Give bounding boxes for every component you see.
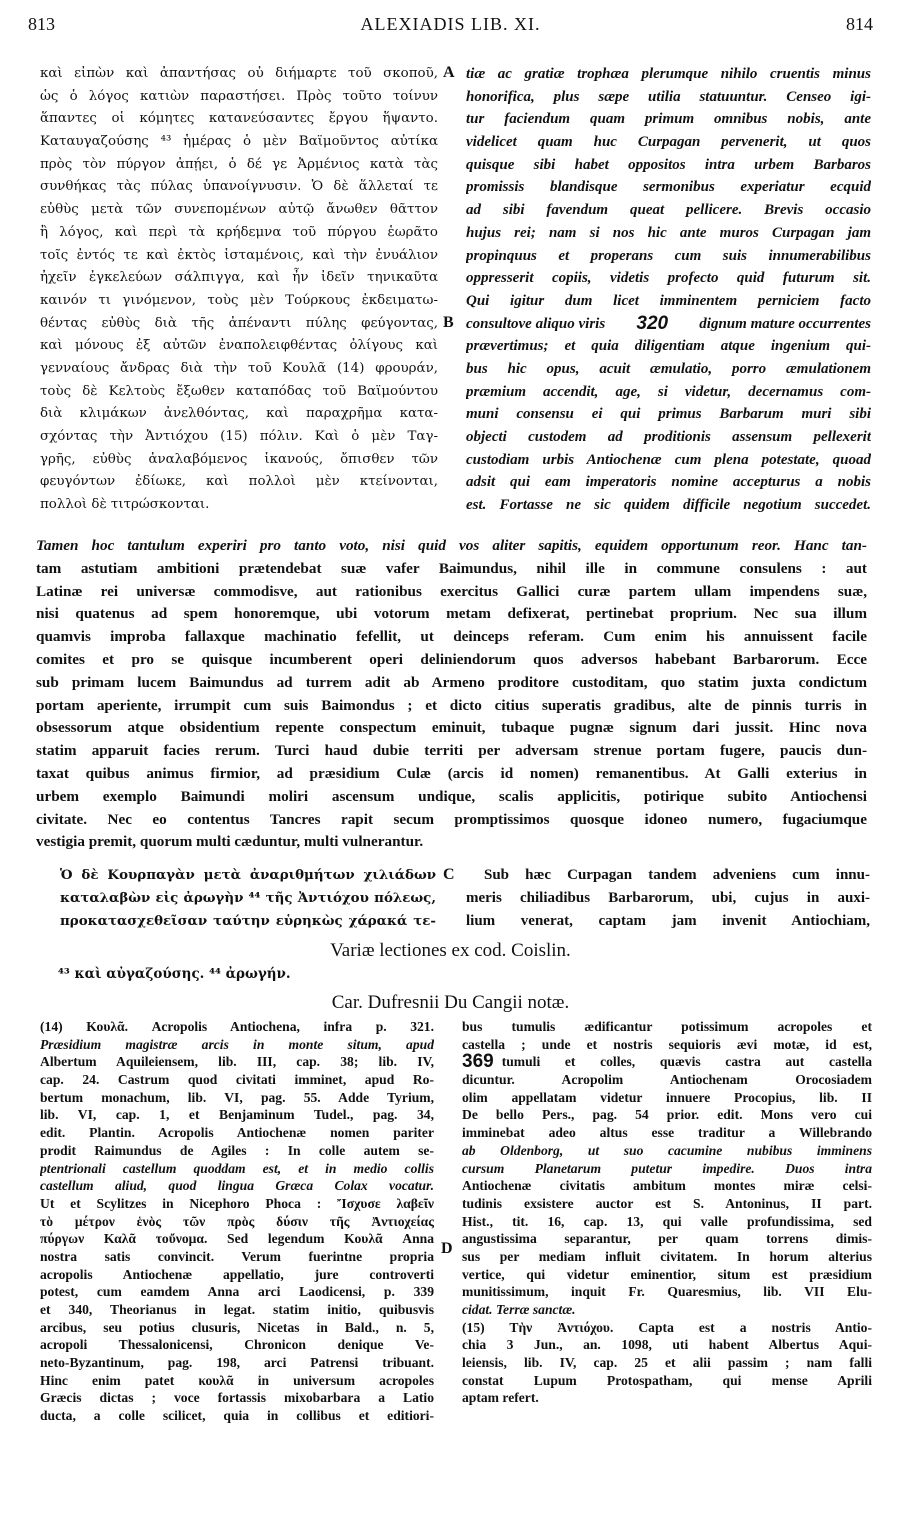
page-header xyxy=(28,14,873,38)
latin-line: promissis blandisque sermonibus experiatur ecquid xyxy=(466,179,871,196)
latin-line: honorifica, plus sæpe utilia statuuntur. Censeo igi- xyxy=(466,88,871,105)
latin-line: statim apparuit facies rerum. Turci haud dubie territi per adversam strenue portam fugere, paucis dun- xyxy=(36,742,867,760)
variant-readings-line: ⁴³ καὶ αὐγαζούσης. ⁴⁴ ἀρωγήν. xyxy=(58,966,291,982)
running-title: ALEXIADIS LIB. XI. xyxy=(360,14,541,34)
note-line: (15) Τὴν Ἀντιόχου. Capta est a nostris Antio- xyxy=(462,1319,872,1335)
note-line: ducta, a colle scilicet, quia in collibus et editiori- xyxy=(40,1408,434,1424)
page-number-right: 814 xyxy=(846,14,873,34)
greek-line: ἅπαντες οἱ κόμητες κατανεύσαντες ἔργου ἥψαντο. xyxy=(40,111,438,127)
note-line: chia 3 Jun., an. 1098, uti habent Albertus Aqui- xyxy=(462,1337,872,1353)
greek-line: γρῆς, εὐθὺς ἀναλαβόμενος ἱκανούς, ὄπισθεν τῶν xyxy=(40,451,438,467)
latin-line: quisque sibi habet oppositos intra urbem Barbaros xyxy=(466,156,871,173)
note-line: castellum aliud, quod lingua Græca Colax vocatur. xyxy=(40,1178,434,1194)
margin-marker-b: B xyxy=(443,314,454,331)
greek-line: τοὺς δὲ Κελτοὺς ἔξωθεν καταπόδας τοῦ Βαϊμούντου xyxy=(40,383,438,399)
notes-heading: Car. Dufresnii Du Cangii notæ. xyxy=(331,992,570,1013)
latin-line: oppresserit copiis, videtis profecto quid futurum sit. xyxy=(466,270,871,287)
note-line: aptam refert. xyxy=(462,1390,539,1406)
greek-line: πολλοὶ δὲ τιτρώσκονται. xyxy=(40,497,210,513)
note-line: ab Oldenborg, ut suo cacumine nubibus imminens xyxy=(462,1142,872,1158)
margin-marker-a: A xyxy=(443,64,455,81)
latin-line: Tamen hoc tantulum experiri pro tanto voto, nisi quid vos aliter sapitis, equidem opportunum reor. Hanc tan- xyxy=(36,537,867,554)
latin-line: comites et pro se quisque incumberent operi deliniendorum quos adversos habebant Barbarorum. Ecce xyxy=(36,650,867,668)
note-line: cidat. Terræ sanctæ. xyxy=(462,1302,576,1317)
latin-line: lium venerat, captam jam invenit Antiochiam, xyxy=(466,913,870,929)
latin-line: præmium accendit, age, si videtur, decernamus com- xyxy=(466,383,871,400)
latin-line: civitate. Nec eo contentus Tancres rapit secum promptissimos quosque idoneo numero, fugaciumque xyxy=(36,810,867,828)
page-number-left: 813 xyxy=(28,14,55,34)
note-line: cursum Planetarum putetur impedire. Duos intra xyxy=(462,1160,872,1176)
note-line: (14) Κουλᾶ. Acropolis Antiochena, infra p. 321. xyxy=(40,1019,434,1034)
note-line: neto-Byzantinum, pag. 198, arci Patrensi tribuant. xyxy=(40,1355,434,1371)
note-line: τὸ μέτρον ἑνὸς τῶν πρὸς δύσιν τῆς Ἀντιοχείας xyxy=(40,1213,434,1229)
margin-marker-c: C xyxy=(443,866,455,883)
latin-line: Sub hæc Curpagan tandem adveniens cum innu- xyxy=(484,867,870,883)
latin-line: meris chiliadibus Barbarorum, ubi, cujus in auxi- xyxy=(466,890,870,906)
note-line: De bello Pers., pag. 54 prior. edit. Mons vero cui xyxy=(462,1107,872,1123)
greek-line: τοῖς ἐντός τε καὶ ἐκτὸς ἱσταμένοις, καὶ τὴν ἐνυάλιον xyxy=(40,247,438,263)
greek-line: θέντας εὐθὺς διὰ τῆς ἀπέναντι πύλης φεύγοντας, xyxy=(40,315,438,331)
note-line: Hinc enim patet κουλᾶ in universum acropoles xyxy=(40,1372,434,1388)
note-line: bertum monachum, lib. VI, pag. 55. Adde Tyrium, xyxy=(40,1089,434,1105)
note-line: tudinis exsistere auctor est S. Antoninus, II part. xyxy=(462,1195,872,1211)
latin-line: bus hic opus, acuit æmulatio, porro æmulationem xyxy=(466,360,871,377)
note-line: et 340, Theorianus in legat. statim initio, quibusvis xyxy=(40,1302,434,1317)
latin-line: urbem exemplo Baimundi moliri ascensum undique, scalis applicitis, potirique subito Antiochensi xyxy=(36,787,867,805)
greek-line: καινόν τι γινόμενον, τοὺς μὲν Τούρκους ἐκδειματω- xyxy=(40,292,438,308)
latin-line: quamvis improba fallaxque machinatio fefellit, ut deinceps referam. Cum enim his annuissent facile xyxy=(36,628,867,646)
greek-line: συνθήκας τὰς πύλας ὑπανοίγνυσιν. Ὁ δὲ ἅλλεταί τε xyxy=(40,179,438,195)
latin-line: tam astutiam ambitioni prætendebat suæ vafer Baimundus, nihil ille in commune consulens : aut xyxy=(36,559,867,577)
latin-line: propinquus et properans cum suis innumerabilibus xyxy=(466,247,871,264)
note-line: sus per mediam influit civitatem. In horum alterius xyxy=(462,1248,872,1264)
note-line: Græcis dictas ; voce fortassis mixobarbara a Latio xyxy=(40,1390,434,1406)
note-line: Ut et Scylitzes in Nicephoro Phoca : Ἴσχυσε λαβεῖν xyxy=(40,1195,434,1211)
latin-column-top xyxy=(466,63,871,517)
greek-line: ἢ λόγος, καὶ περὶ τὰ κρήδεμνα τοῦ πύργου ἑωρᾶτο xyxy=(40,224,438,240)
greek-line: πρὸς τὸν πύργον ἀπῄει, ὁ δέ γε Ἀρμένιος κατὰ τὰς xyxy=(40,156,438,172)
note-line: angustissima separantur, per quam torrens dimis- xyxy=(462,1231,872,1247)
latin-column-bottom xyxy=(466,864,870,933)
latin-fragment: consultove aliquo viris xyxy=(466,315,606,332)
note-line: dicuntur. Acropolim Antiochenam Orocosiadem xyxy=(462,1072,872,1088)
greek-line: εὐθὺς μετὰ τῶν συνεπομένων αὐτῷ ἄνωθεν θᾶττον xyxy=(40,202,438,218)
latin-full-width-paragraph xyxy=(36,535,867,854)
latin-line: est. Fortasse ne sic quidem difficile negotium succedet. xyxy=(466,497,871,514)
latin-line: Qui igitur dum licet imminentem perniciem facto xyxy=(466,292,871,309)
latin-line: muni consensu ei qui primus Barbarum muri sibi xyxy=(466,406,871,423)
latin-line: vestigia premit, quorum multi cæduntur, multi vulnerantur. xyxy=(36,833,424,851)
latin-line: tur faciendum quam primum omnibus nobis, ante xyxy=(466,111,871,128)
note-line: Albertum Aquileiensem, lib. III, cap. 38; lib. IV, xyxy=(40,1054,434,1070)
note-line: munitissimum, inquit Fr. Quaresmius, lib. VII Elu- xyxy=(462,1284,872,1300)
latin-line: obsessorum atque obsidentium repente conspectum eminuit, tubaque pugnæ signum dari jussit. Hinc nova xyxy=(36,719,867,737)
margin-marker-d: D xyxy=(441,1240,453,1257)
greek-line: Καταυγαζούσης ⁴³ ἡμέρας ὁ μὲν Βαϊμοῦντος αὐτίκα xyxy=(40,134,438,150)
note-line: Antiochenæ civitatis ambitum montes miræ celsi- xyxy=(462,1178,872,1194)
note-line: castella ; unde et nostris sequioris ævi motæ, id est, xyxy=(462,1036,872,1052)
note-fragment: tumuli et colles, quævis castra aut castella xyxy=(501,1054,872,1070)
note-line: leiensis, lib. IV, cap. 25 et alii passim ; nam falli xyxy=(462,1355,872,1371)
latin-line: tiæ ac gratiæ trophæa plerumque nihilo cruentis minus xyxy=(466,66,871,82)
latin-line: adsit qui eam imperatoris nomine accepturus a nobis xyxy=(466,474,871,491)
note-line: olim appellatam videtur innuere Procopius, lib. II xyxy=(462,1089,872,1105)
latin-line: objecti custodem ad proditionis assensum pellexerit xyxy=(466,429,871,445)
note-line: bus tumulis ædificantur potissimum acropoles et xyxy=(462,1019,872,1034)
note-line: edit. Plantin. Acropolis Antiochenæ nomen pariter xyxy=(40,1125,434,1141)
note-line: lib. VI, cap. 1, et Benjaminum Tudel., pag. 34, xyxy=(40,1107,434,1123)
latin-line: taxat quibus animus firmior, ad præsidium Culæ (arcis id nomen) remanentibus. At Galli exterius in xyxy=(36,764,867,782)
latin-line: videlicet quam huc Curpagan pervenerit, ut quos xyxy=(466,134,871,151)
note-line: acropoli Thessalonicensi, Chronicon denique Ve- xyxy=(40,1337,434,1353)
latin-line: hujus rei; nam si nos hic ante muros Curpagan jam xyxy=(466,224,871,241)
note-line: constat Lupum Protospatham, qui mense Aprili xyxy=(462,1372,872,1388)
note-line: cap. 24. Castrum quod civitati imminet, apud Ro- xyxy=(40,1072,434,1088)
greek-line: Ὁ δὲ Κουρπαγὰν μετὰ ἀναριθμήτων χιλιάδων xyxy=(60,867,436,883)
greek-line: ἠχεῖν ἐγκελεύων σάλπιγγα, καὶ ἦν ἰδεῖν τηνικαῦτα xyxy=(40,270,438,286)
greek-line: σχόντας τὴν Ἀντιόχου (15) πόλιν. Καὶ ὁ μὲν Ταγ- xyxy=(40,429,438,444)
greek-column-top xyxy=(40,63,438,517)
greek-line: καὶ εἰπὼν καὶ ἀπαντήσας οὐ διήμαρτε τοῦ σκοποῦ, xyxy=(40,66,438,81)
latin-line: custodiam urbis Antiochenæ cum plena potestate, quoad xyxy=(466,451,871,468)
note-line-with-number xyxy=(462,1053,872,1071)
note-line: nostra satis convincit. Verum fuerintne propria xyxy=(40,1248,434,1264)
variant-readings-heading: Variæ lectiones ex cod. Coislin. xyxy=(330,940,571,961)
greek-line: ὡς ὁ λόγος κατιὼν παραστήσει. Πρὸς τοῦτο τοίνυν xyxy=(40,88,438,104)
greek-column-bottom xyxy=(60,864,436,933)
note-line: Hist., tit. 16, cap. 13, qui valle profundissima, sed xyxy=(462,1213,872,1229)
greek-line: γενναίους ἄνδρας διὰ τὴν τοῦ Κουλᾶ (14) φρουράν, xyxy=(40,360,438,376)
note-line: vertice, qui videtur eminentior, situm est præsidium xyxy=(462,1266,872,1282)
greek-line: προκατασχεθεῖσαν ταύτην εὑρηκὼς χάρακά τε- xyxy=(60,913,436,929)
greek-line: καὶ μόνους ἐξ αὐτῶν ἐναπολειφθέντας ὀλίγους καὶ xyxy=(40,338,438,354)
latin-line: ad sibi favendum queat pellicere. Brevis occasio xyxy=(466,202,871,219)
notes-column-right xyxy=(462,1018,872,1407)
latin-line-with-number xyxy=(466,313,871,336)
note-line: imminebat adeo altus esse traditur a Willebrando xyxy=(462,1125,872,1141)
note-line: πύργων Καλᾶ τοὔνομα. Sed legendum Κουλᾶ Anna xyxy=(40,1231,434,1247)
greek-line: καταλαβὼν εἰς ἀρωγὴν ⁴⁴ τῆς Ἀντιόχου πόλεως, xyxy=(60,890,436,906)
column-number-369: 369 xyxy=(462,1053,494,1072)
latin-fragment: dignum mature occurrentes xyxy=(699,315,871,332)
latin-line: portam aperiente, irrumpit cum suis Baimondus ; et dicto citius superatis gradibus, alte de pinnis turris in xyxy=(36,696,867,714)
latin-line: nisi quatenus ad spem honoremque, ubi votorum metam defixerat, pertinebat proprium. Nec sua illum xyxy=(36,605,867,623)
column-number-320: 320 xyxy=(636,312,669,334)
note-line: ptentrionali castellum quoddam est, et in medio collis xyxy=(40,1160,434,1176)
note-line: acropolis Antiochenæ appellatio, jure controverti xyxy=(40,1266,434,1282)
greek-line: φευγόντων ἐδίωκε, καὶ πολλοὶ μὲν κτείνονται, xyxy=(40,474,438,490)
greek-line: διὰ κλιμάκων ἀνελθόντας, καὶ παραχρῆμα κατα- xyxy=(40,406,438,422)
notes-column-left xyxy=(40,1018,434,1425)
latin-line: Latinæ rei universæ commodisve, aut rationibus exercitus Gallici curæ partem ullam impendens suæ, xyxy=(36,582,867,600)
note-line: potest, cum eamdem Anna arci Laodicensi, p. 339 xyxy=(40,1284,434,1300)
note-line: arcibus, seu potius clusuris, Nicetas in Bald., n. 5, xyxy=(40,1319,434,1335)
note-line: Præsidium magistræ arcis in monte situm, apud xyxy=(40,1036,434,1052)
latin-line: prævertimus; et quia diligentiam atque ingenium qui- xyxy=(466,338,871,355)
latin-line: sub primam lucem Baimundus ad turrem adit ab Armeno proditore custoditam, quo statim juxta condictum xyxy=(36,673,867,691)
note-line: prodit Raimundus de Agiles : In colle autem se- xyxy=(40,1142,434,1158)
